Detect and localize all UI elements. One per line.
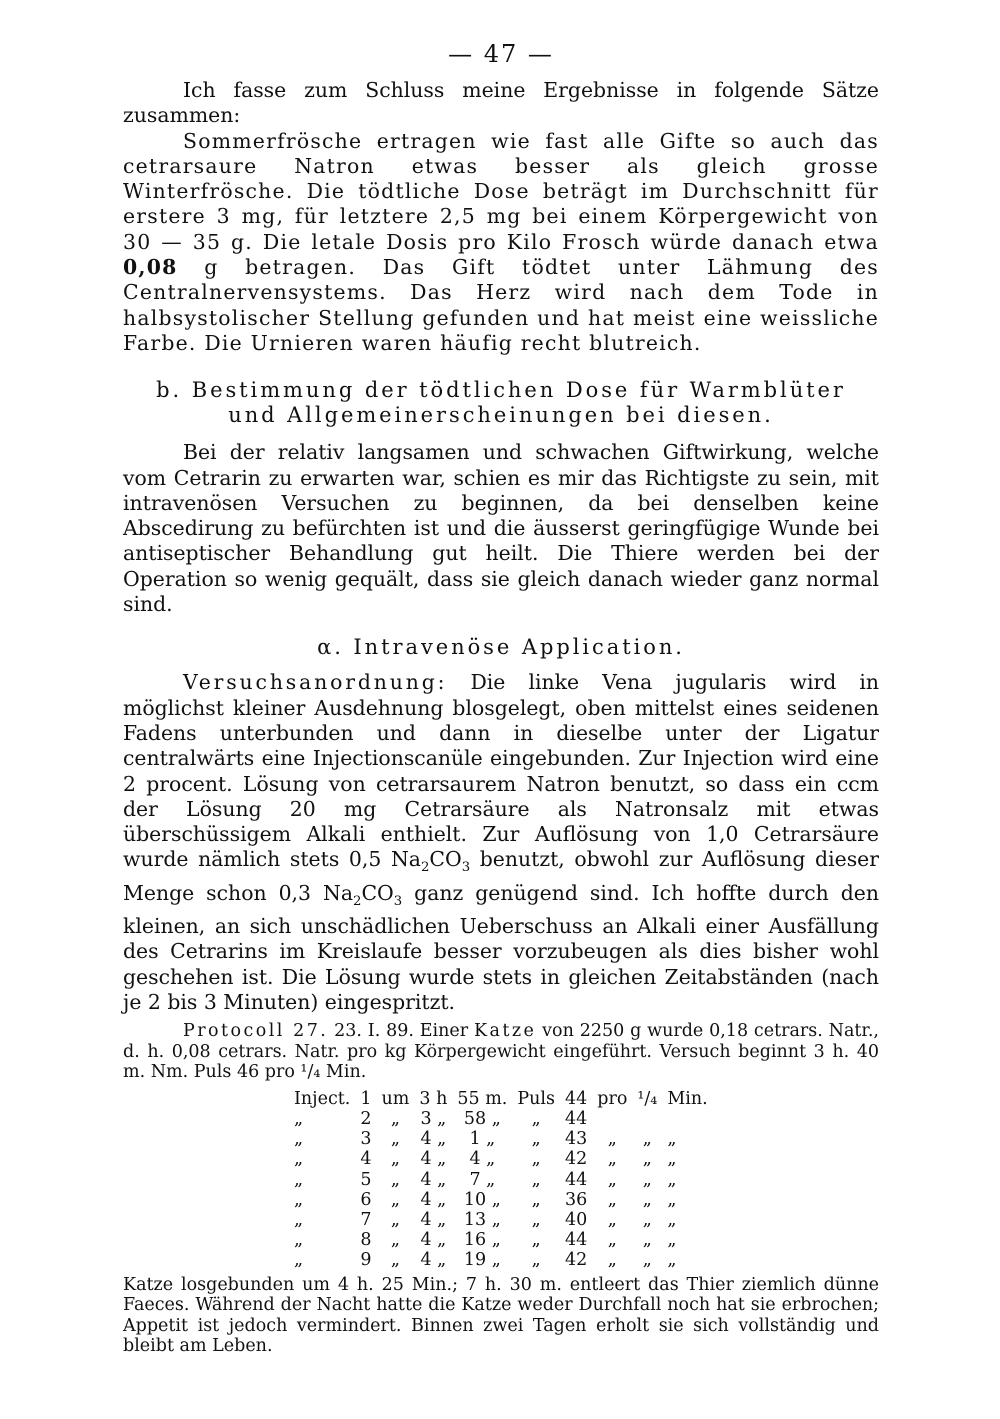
table-cell-um: „ — [390, 1189, 400, 1210]
table-cell-min: „ — [667, 1169, 677, 1190]
table-row — [289, 1089, 713, 1109]
table-cell-puls: „ — [531, 1129, 541, 1150]
table-cell-q: „ — [642, 1250, 652, 1271]
table-cell-min: „ — [667, 1230, 677, 1251]
table-cell-q: „ — [642, 1169, 652, 1190]
table-cell-h: 3 „ — [420, 1109, 447, 1130]
table-cell-val: 44 — [564, 1088, 588, 1109]
page — [123, 40, 879, 1357]
table-cell-q: „ — [642, 1129, 652, 1150]
table-cell-um: „ — [390, 1230, 400, 1251]
table-cell-q — [632, 1109, 662, 1129]
table-cell-h: 4 „ — [420, 1210, 447, 1231]
table-cell-puls: „ — [531, 1109, 541, 1130]
table-cell-um: „ — [390, 1250, 400, 1271]
table-cell-m: 10 „ — [463, 1189, 501, 1210]
paragraph-closing: Katze losgebunden um 4 h. 25 Min.; 7 h. 30 m. entleert das Thier ziemlich dünne Faeces. Während der Nacht hatte die Katze weder Durchfall noch hat sie erbrochen; Appetit ist jedoch vermindert. Binnen zwei Tagen erholt sie sich vollständig und bleibt am Leben. — [123, 1274, 879, 1357]
table-cell-q: ¹/₄ — [637, 1088, 658, 1109]
table-cell-val: 42 — [564, 1149, 588, 1170]
table-cell-num: 4 — [360, 1149, 372, 1170]
table-cell-min: Min. — [667, 1088, 708, 1109]
table-cell-q: „ — [642, 1210, 652, 1231]
table-cell-puls: „ — [531, 1210, 541, 1231]
table-cell-h: 4 „ — [420, 1129, 447, 1150]
subsection-heading-alpha: α. Intravenöse Application. — [317, 635, 685, 660]
paragraph-frog-results: Sommerfrösche ertragen wie fast alle Gifte so auch das cetrarsaure Natron etwas besser als gleich grosse Winterfrösche. Die tödtliche Dose beträgt im Durchschnitt für erstere 3 mg, für letztere 2,5 mg bei einem Körpergewicht von 30 — 35 g. Die letale Dosis pro Kilo Frosch würde danach etwa 0,08 g betragen. Das Gift tödtet unter Lähmung des Centralnervensystems. Das Herz wird nach dem Tode in halbsystolischer Stellung gefunden und hat meist eine weissliche Farbe. Die Urnieren waren häufig recht blutreich. — [123, 128, 879, 355]
table-cell-h: 4 „ — [420, 1230, 447, 1251]
table-cell-q: „ — [642, 1149, 652, 1170]
table-cell-pro: „ — [607, 1189, 617, 1210]
table-cell-min: „ — [667, 1210, 677, 1231]
section-heading-b: b. Bestimmung der tödtlichen Dose für Warmblüter und Allgemeinerscheinungen bei diesen. — [156, 378, 846, 428]
protocol-entry: Protocoll 27. 23. I. 89. Einer Katze von 2250 g wurde 0,18 cetrars. Natr., d. h. 0,08 cetrars. Natr. pro kg Körpergewicht eingeführt. Versuch beginnt 3 h. 40 m. Nm. Puls 46 pro ¹/₄ Min. — [123, 1021, 879, 1083]
table-cell-num: 2 — [360, 1109, 372, 1130]
table-cell-m: 1 „ — [469, 1129, 496, 1150]
lethal-dose-value: 0,08 — [123, 255, 178, 280]
table-cell-h: 4 „ — [420, 1250, 447, 1271]
table-cell-min — [662, 1109, 712, 1129]
table-cell-c1: Inject. — [294, 1088, 351, 1109]
table-cell-min: „ — [667, 1129, 677, 1150]
table-cell-pro: „ — [607, 1169, 617, 1190]
paragraph-experiment-setup: Versuchsanordnung: Die linke Vena jugularis wird in möglichst kleiner Ausdehnung blosgelegt, oben mittelst eines seidenen Fadens unterbunden und dann in dieselbe unter der Ligatur centralwärts eine Injectionscanüle eingebunden. Zur Injection wird eine 2 procent. Lösung von cetrarsaurem Natron benutzt, so dass ein ccm der Lösung 20 mg Cetrarsäure als Natronsalz mit etwas überschüssigem Alkali enthielt. Zur Auflösung von 1,0 Cetrarsäure wurde nämlich stets 0,5 $Na_2CO_3$ benutzt, obwohl zur Auflösung dieser Menge schon 0,3 $Na_2CO_3$ ganz genügend sind. Ich hoffte durch den kleinen, an sich unschädlichen Ueberschuss an Alkali einer Ausfällung des Cetrarins im Kreislaufe besser vorzubeugen als dies bisher wohl geschehen ist. Die Lösung wurde stets in gleichen Zeitabständen (nach je 2 bis 3 Minuten) eingespritzt. — [123, 670, 879, 1015]
table-cell-c1: „ — [294, 1189, 304, 1210]
table-cell-h: 3 h — [419, 1088, 448, 1109]
table-cell-um: um — [381, 1088, 410, 1109]
setup-lead: Versuchsanordnung: — [183, 670, 448, 695]
table-cell-pro — [592, 1109, 632, 1129]
table-cell-min: „ — [667, 1149, 677, 1170]
table-cell-num: 9 — [360, 1250, 372, 1271]
table-cell-puls: „ — [531, 1230, 541, 1251]
table-cell-puls: „ — [531, 1149, 541, 1170]
table-cell-pro: „ — [607, 1129, 617, 1150]
page-number: — 47 — — [448, 40, 554, 68]
table-cell-val: 44 — [564, 1230, 588, 1251]
table-cell-q: „ — [642, 1189, 652, 1210]
table-cell-c1: „ — [294, 1210, 304, 1231]
table-cell-puls: „ — [531, 1169, 541, 1190]
table-cell-m: 13 „ — [463, 1210, 501, 1231]
table-row — [289, 1250, 713, 1270]
table-cell-min: „ — [667, 1189, 677, 1210]
table-cell-pro: „ — [607, 1210, 617, 1231]
table-cell-h: 4 „ — [420, 1189, 447, 1210]
table-cell-m: 55 m. — [457, 1088, 508, 1109]
table-cell-m: 4 „ — [469, 1149, 496, 1170]
table-cell-num: 8 — [360, 1230, 372, 1251]
table-row — [289, 1230, 713, 1250]
table-row — [289, 1149, 713, 1169]
table-cell-um: „ — [390, 1129, 400, 1150]
table-row — [289, 1190, 713, 1210]
table-cell-val: 44 — [564, 1169, 588, 1190]
table-cell-c1: „ — [294, 1230, 304, 1251]
table-row — [289, 1210, 713, 1230]
table-cell-num: 6 — [360, 1189, 372, 1210]
table-cell-c1: „ — [294, 1149, 304, 1170]
injection-table — [289, 1089, 713, 1271]
table-cell-m: 58 „ — [463, 1109, 501, 1130]
table-cell-m: 19 „ — [463, 1250, 501, 1271]
table-cell-num: 7 — [360, 1210, 372, 1231]
table-cell-h: 4 „ — [420, 1149, 447, 1170]
table-cell-um: „ — [390, 1210, 400, 1231]
table-cell-c1: „ — [294, 1169, 304, 1190]
table-cell-c1: „ — [294, 1129, 304, 1150]
table-cell-um: „ — [390, 1109, 400, 1130]
table-cell-min: „ — [667, 1250, 677, 1271]
paragraph-summary-intro: Ich fasse zum Schluss meine Ergebnisse in folgende Sätze zusammen: — [123, 78, 879, 128]
table-cell-pro: „ — [607, 1250, 617, 1271]
table-cell-puls: „ — [531, 1189, 541, 1210]
table-cell-c1: „ — [294, 1109, 304, 1130]
table-cell-puls: Puls — [517, 1088, 555, 1109]
table-row — [289, 1109, 713, 1129]
table-cell-m: 7 „ — [469, 1169, 496, 1190]
table-cell-val: 36 — [564, 1189, 588, 1210]
paragraph-warmblood-method: Bei der relativ langsamen und schwachen Giftwirkung, welche vom Cetrarin zu erwarten war, schien es mir das Richtigste zu sein, mit intravenösen Versuchen zu beginnen, da bei denselben keine Abscedirung zu befürchten ist und die äusserst geringfügige Wunde bei antiseptischer Behandlung gut heilt. Die Thiere werden bei der Operation so wenig gequält, dass sie gleich danach wieder ganz normal sind. — [123, 440, 879, 617]
table-cell-num: 5 — [360, 1169, 372, 1190]
table-cell-c1: „ — [294, 1250, 304, 1271]
table-cell-val: 44 — [564, 1109, 588, 1130]
table-cell-val: 42 — [564, 1250, 588, 1271]
table-cell-puls: „ — [531, 1250, 541, 1271]
protocol-label: Protocoll 27. — [183, 1021, 329, 1042]
table-cell-h: 4 „ — [420, 1169, 447, 1190]
table-row — [289, 1129, 713, 1149]
table-cell-num: 3 — [360, 1129, 372, 1150]
table-row — [289, 1170, 713, 1190]
table-cell-um: „ — [390, 1169, 400, 1190]
table-cell-pro: „ — [607, 1149, 617, 1170]
table-cell-num: 1 — [360, 1088, 372, 1109]
table-cell-val: 40 — [564, 1210, 588, 1231]
table-cell-pro: „ — [607, 1230, 617, 1251]
table-cell-pro: pro — [597, 1088, 628, 1109]
table-cell-val: 43 — [564, 1129, 588, 1150]
table-cell-um: „ — [390, 1149, 400, 1170]
table-cell-m: 16 „ — [463, 1230, 501, 1251]
table-cell-q: „ — [642, 1230, 652, 1251]
